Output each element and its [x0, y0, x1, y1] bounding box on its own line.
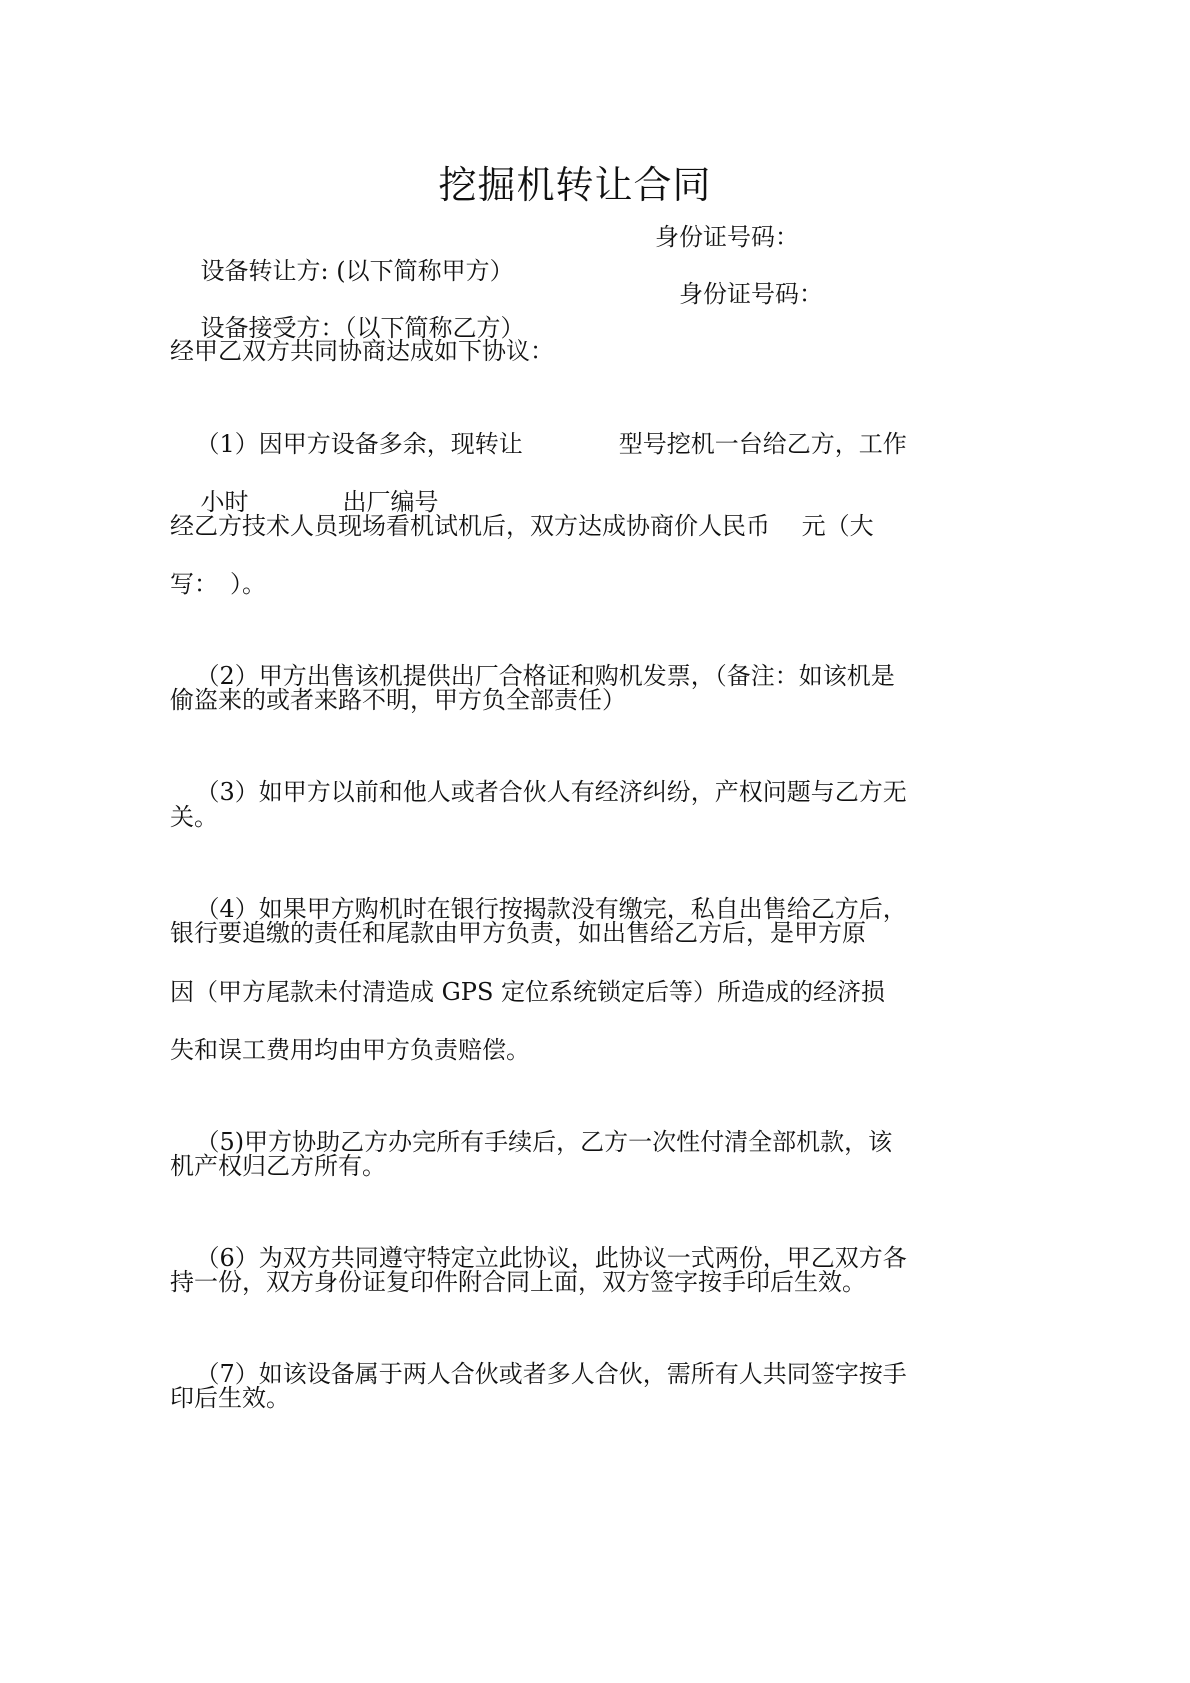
- clause-number: （6）: [195, 1244, 259, 1272]
- clause-4-line-4: 失和误工费用均由甲方负责赔偿。: [170, 1036, 530, 1064]
- clause-4-line-2: 银行要追缴的责任和尾款由甲方负责，如出售给乙方后，是甲方原: [170, 919, 866, 947]
- clause-text: 因甲方设备多余，现转让: [258, 430, 523, 458]
- clause-number: （4）: [195, 895, 259, 923]
- clause-number: （1）: [195, 430, 259, 458]
- clause-text: 甲方出售该机提供出厂合格证和购机发票，（备注：如该机是: [258, 662, 895, 690]
- clause-number: （5): [195, 1128, 245, 1156]
- document-title: [0, 155, 1190, 215]
- clause-6-line-2: 持一份，双方身份证复印件附合同上面，双方签字按手印后生效。: [170, 1268, 866, 1296]
- clause-text: 型号挖机一台给乙方，工作: [618, 430, 907, 458]
- transferee-label: 设备接受方：（以下简称乙方）: [200, 314, 525, 342]
- clause-3-line-2: 关。: [170, 803, 218, 831]
- title-text: 挖掘机转让合同: [438, 163, 712, 207]
- transferor-label: 设备转让方: (以下简称甲方）: [200, 257, 514, 285]
- clause-text: 小时: [200, 488, 249, 516]
- clause-text: 如果甲方购机时在银行按揭款没有缴完，私自出售给乙方后，: [258, 895, 907, 923]
- clause-7-line-2: 印后生效。: [170, 1384, 290, 1412]
- clause-1-line-4: 写： ）。: [170, 570, 266, 598]
- transferor-id-label: 身份证号码：: [655, 223, 799, 251]
- clause-4-line-3: 因（甲方尾款未付清造成 GPS 定位系统锁定后等）所造成的经济损: [170, 978, 886, 1006]
- clause-text: 甲方协助乙方办完所有手续后，乙方一次性付清全部机款，该: [244, 1128, 893, 1156]
- transferee-id-label: 身份证号码：: [679, 280, 823, 308]
- clause-number: （2）: [195, 662, 259, 690]
- intro-line: 经甲乙双方共同协商达成如下协议：: [170, 337, 554, 365]
- clause-text: 出厂编号: [342, 488, 439, 516]
- clause-text: 如该设备属于两人合伙或者多人合伙，需所有人共同签字按手: [258, 1360, 907, 1388]
- clause-number: （7）: [195, 1360, 259, 1388]
- clause-number: （3）: [195, 778, 259, 806]
- clause-2-line-2: 偷盗来的或者来路不明，甲方负全部责任）: [170, 686, 626, 714]
- clause-text: 为双方共同遵守特定立此协议，此协议一式两份，甲乙双方各: [258, 1244, 907, 1272]
- clause-text: 如甲方以前和他人或者合伙人有经济纠纷，产权问题与乙方无: [258, 778, 907, 806]
- clause-1-line-3: 经乙方技术人员现场看机试机后，双方达成协商价人民币 元（大: [170, 512, 874, 540]
- clause-5-line-2: 机产权归乙方所有。: [170, 1152, 386, 1180]
